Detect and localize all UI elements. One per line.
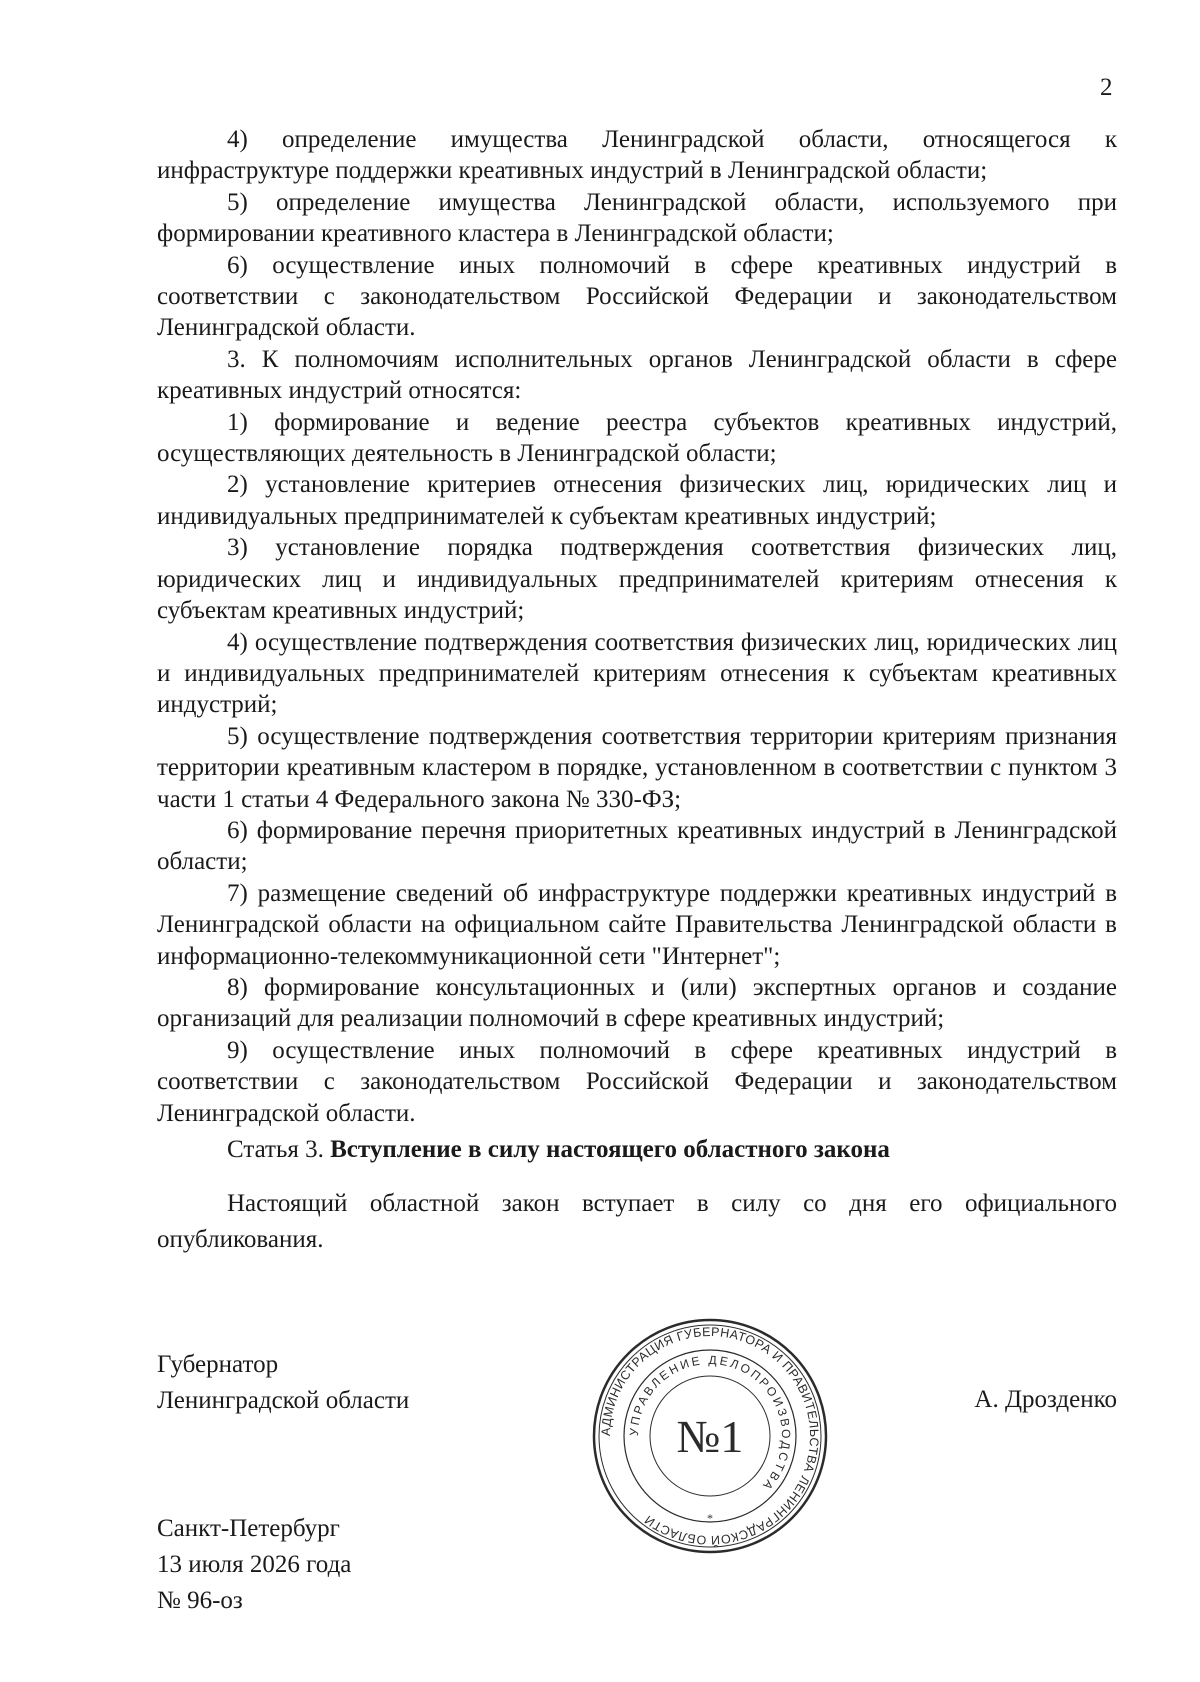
paragraph-item: 5) определение имущества Ленинградской области, используемого при формировании креативного кластера в Ленинградской области; xyxy=(157,188,1117,248)
seal-star-icon: * xyxy=(707,1511,713,1525)
paragraph-item: 7) размещение сведений об инфраструктуре поддержки креативных индустрий в Ленинградской области на официальном сайте Правительства Ленинградской области в информационно-телекоммуникационной сети "Интернет"; xyxy=(157,879,1117,970)
paragraph-item: 5) осуществление подтверждения соответствия территории критериям признания территории креативным кластером в порядке, установленном в соответствии с пунктом 3 части 1 статьи 4 Федерального закона № 330-ФЗ; xyxy=(157,722,1117,813)
paragraph-item: 3. К полномочиям исполнительных органов Ленинградской области в сфере креативных индустрий относятся: xyxy=(157,345,1117,405)
signatory-name: А. Дрозденко xyxy=(974,1386,1117,1413)
article-text: Настоящий областной закон вступает в силу со дня его официального опубликования. xyxy=(157,1190,1117,1253)
paragraph-item: 9) осуществление иных полномочий в сфере креативных индустрий в соответствии с законодательством Российской Федерации и законодательством Ленинградской области. xyxy=(157,1036,1117,1127)
paragraph-item: 6) формирование перечня приоритетных креативных индустрий в Ленинградской области; xyxy=(157,816,1117,876)
paragraph-item: 3) установление порядка подтверждения соответствия физических лиц, юридических лиц и индивидуальных предпринимателей критериям отнесения к субъектам креативных индустрий; xyxy=(157,534,1117,625)
paragraph-item: 4) определение имущества Ленинградской области, относящегося к инфраструктуре поддержки креативных индустрий в Ленинградской области; xyxy=(157,126,1117,185)
article-heading xyxy=(227,1136,890,1164)
paragraph-item: 8) формирование консультационных и (или) экспертных органов и создание организаций для реализации полномочий в сфере креативных индустрий; xyxy=(157,973,1117,1033)
issue-date: 13 июля 2026 года xyxy=(157,1551,352,1578)
paragraph-item: 6) осуществление иных полномочий в сфере креативных индустрий в соответствии с законодательством Российской Федерации и законодательством Ленинградской области. xyxy=(157,251,1117,342)
official-seal xyxy=(590,1316,830,1556)
document-body xyxy=(157,124,1117,1129)
seal-inner-text: УПРАВЛЕНИЕ ДЕЛОПРОИЗВОДСТВА xyxy=(626,1352,794,1495)
position-line-1: Губернатор xyxy=(157,1351,279,1378)
issue-city: Санкт-Петербург xyxy=(157,1515,340,1542)
issue-details xyxy=(157,1511,351,1619)
law-number: № 96-оз xyxy=(157,1587,243,1614)
paragraph-item: 2) установление критериев отнесения физических лиц, юридических лиц и индивидуальных предпринимателей к субъектам креативных индустрий; xyxy=(157,471,1117,530)
position-line-2: Ленинградской области xyxy=(157,1387,410,1414)
seal-number: №1 xyxy=(676,1411,744,1462)
signatory-position xyxy=(157,1347,409,1419)
page-number: 2 xyxy=(1100,74,1113,101)
paragraph-item: 1) формирование и ведение реестра субъектов креативных индустрий, осуществляющих деятельность в Ленинградской области; xyxy=(157,408,1117,468)
seal-outer-text: АДМИНИСТРАЦИЯ ГУБЕРНАТОРА И ПРАВИТЕЛЬСТВА ЛЕНИНГРАДСКОЙ ОБЛАСТИ xyxy=(598,1324,822,1548)
article-title: Вступление в силу настоящего областного закона xyxy=(330,1136,890,1163)
article-prefix: Статья 3. xyxy=(227,1136,331,1163)
paragraph-item: 4) осуществление подтверждения соответствия физических лиц, юридических лиц и индивидуальных предпринимателей критериям отнесения к субъектам креативных индустрий; xyxy=(157,628,1117,719)
